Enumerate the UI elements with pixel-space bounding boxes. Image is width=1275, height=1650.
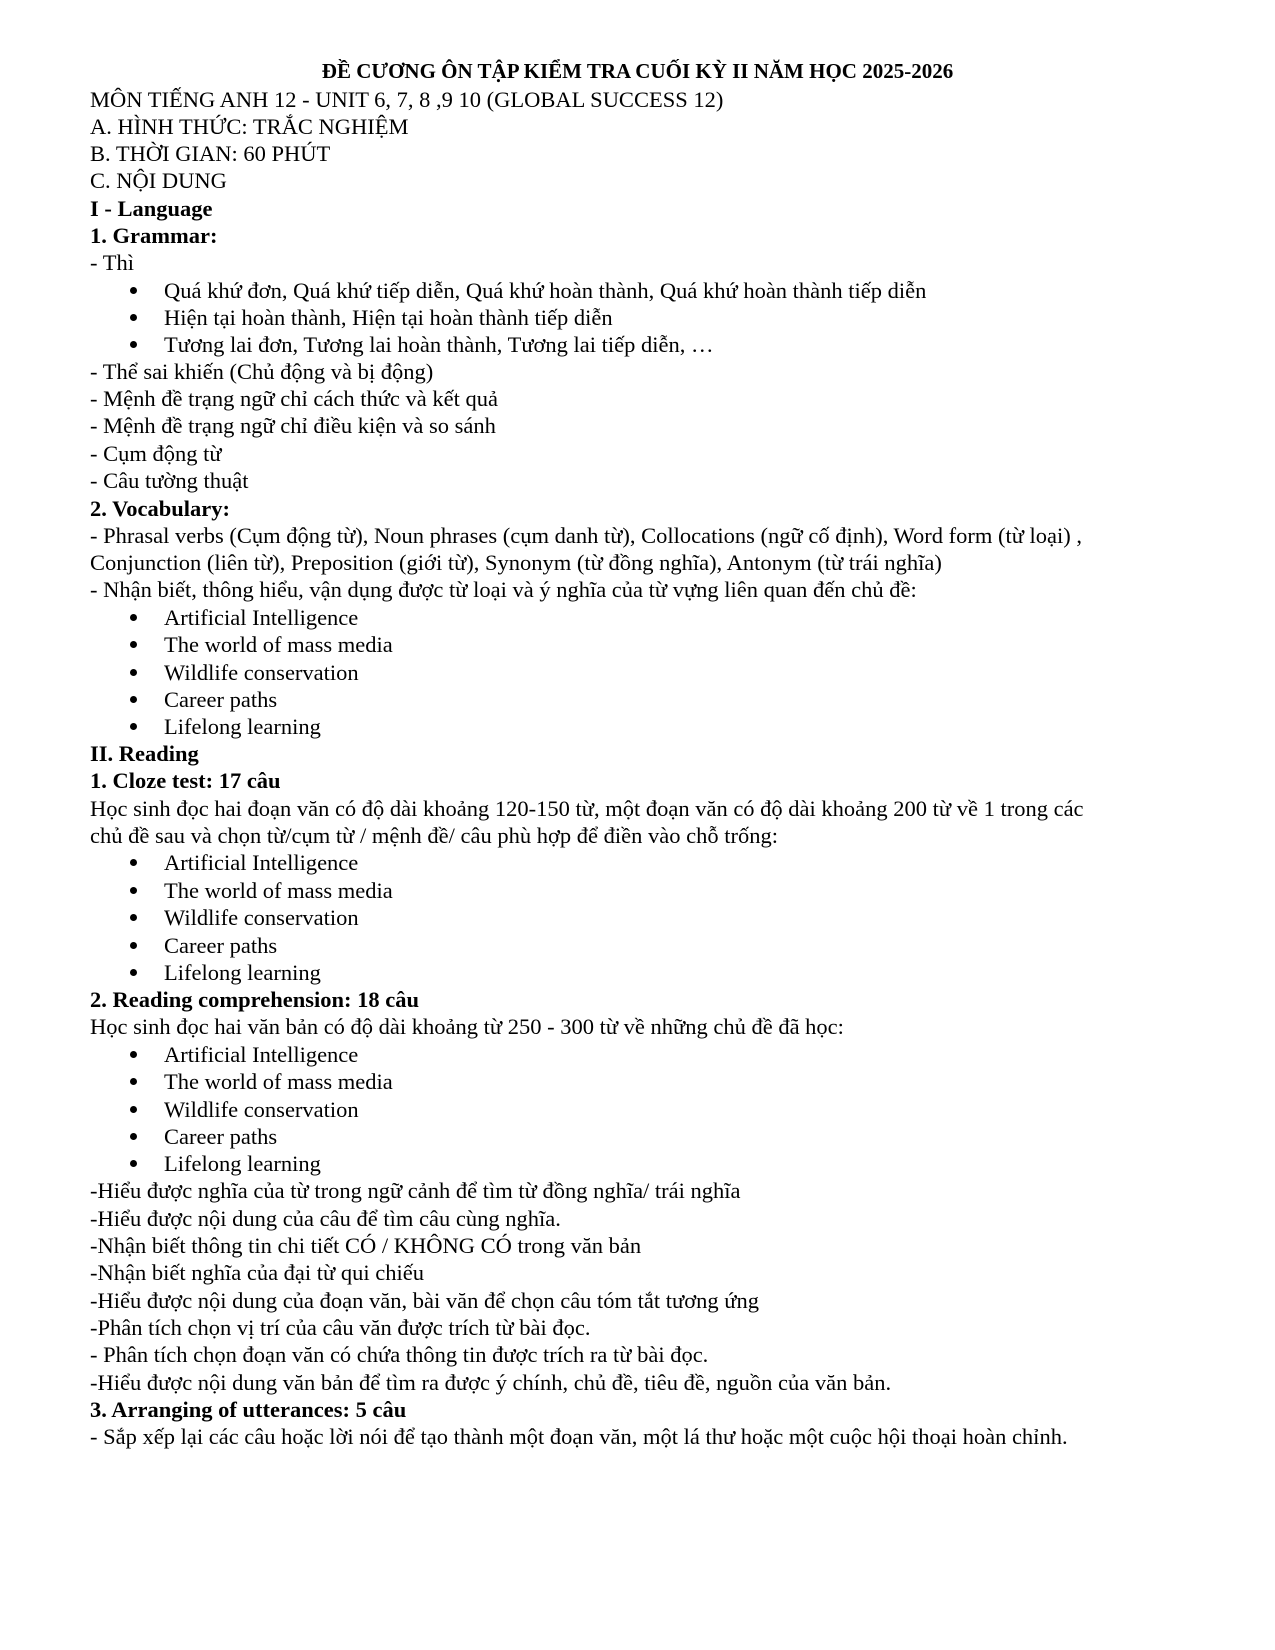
document-title: ĐỀ CƯƠNG ÔN TẬP KIỂM TRA CUỐI KỲ II NĂM HỌC 2025-2026 — [321, 59, 954, 83]
skill-line: - Phân tích chọn đoạn văn có chứa thông tin được trích ra từ bài đọc. — [90, 1342, 709, 1367]
bullet-icon — [130, 314, 137, 321]
vocabulary-line: - Phrasal verbs (Cụm động từ), Noun phrases (cụm danh từ), Collocations (ngữ cố định), Word form (từ loại) , — [90, 523, 1082, 548]
list-item: Hiện tại hoàn thành, Hiện tại hoàn thành tiếp diễn — [164, 304, 613, 331]
content-line: C. NỘI DUNG — [90, 168, 227, 193]
bullet-icon — [130, 614, 137, 621]
grammar-item: - Mệnh đề trạng ngữ chỉ cách thức và kết quả — [90, 386, 498, 411]
list-item: Tương lai đơn, Tương lai hoàn thành, Tương lai tiếp diễn, … — [164, 331, 714, 358]
list-item: Lifelong learning — [164, 713, 321, 740]
list-item: The world of mass media — [164, 631, 393, 658]
vocabulary-line: Conjunction (liên từ), Preposition (giới từ), Synonym (từ đồng nghĩa), Antonym (từ trái nghĩa) — [90, 550, 942, 575]
grammar-heading: 1. Grammar: — [90, 223, 218, 248]
bullet-icon — [130, 859, 137, 866]
list-item: Career paths — [164, 1123, 277, 1150]
list-item: Artificial Intelligence — [164, 849, 358, 876]
bullet-icon — [130, 696, 137, 703]
list-item: Artificial Intelligence — [164, 604, 358, 631]
list-item: Artificial Intelligence — [164, 1041, 358, 1068]
bullet-icon — [130, 287, 137, 294]
skill-line: -Nhận biết thông tin chi tiết CÓ / KHÔNG CÓ trong văn bản — [90, 1233, 642, 1258]
tense-label: - Thì — [90, 250, 134, 275]
bullet-icon — [130, 1051, 137, 1058]
section-heading-language: I - Language — [90, 196, 213, 221]
bullet-icon — [130, 969, 137, 976]
subject-line: MÔN TIẾNG ANH 12 - UNIT 6, 7, 8 ,9 10 (GLOBAL SUCCESS 12) — [90, 87, 724, 112]
list-item: Wildlife conservation — [164, 1096, 359, 1123]
list-item: Career paths — [164, 932, 277, 959]
bullet-icon — [130, 1078, 137, 1085]
vocabulary-line: - Nhận biết, thông hiểu, vận dụng được từ loại và ý nghĩa của từ vựng liên quan đến chủ đề: — [90, 577, 917, 602]
grammar-item: - Cụm động từ — [90, 441, 222, 466]
bullet-icon — [130, 914, 137, 921]
list-item: The world of mass media — [164, 877, 393, 904]
bullet-icon — [130, 669, 137, 676]
comprehension-intro: Học sinh đọc hai văn bản có độ dài khoảng từ 250 - 300 từ về những chủ đề đã học: — [90, 1014, 844, 1039]
list-item: Lifelong learning — [164, 1150, 321, 1177]
list-item: Wildlife conservation — [164, 904, 359, 931]
section-heading-reading: II. Reading — [90, 741, 199, 766]
time-line: B. THỜI GIAN: 60 PHÚT — [90, 141, 331, 166]
list-item: Wildlife conservation — [164, 659, 359, 686]
cloze-line: Học sinh đọc hai đoạn văn có độ dài khoảng 120-150 từ, một đoạn văn có độ dài khoảng 200 từ về 1 trong các — [90, 796, 1084, 821]
skill-line: -Nhận biết nghĩa của đại từ qui chiếu — [90, 1260, 424, 1285]
list-item: The world of mass media — [164, 1068, 393, 1095]
skill-line: -Phân tích chọn vị trí của câu văn được trích từ bài đọc. — [90, 1315, 591, 1340]
list-item: Quá khứ đơn, Quá khứ tiếp diễn, Quá khứ hoàn thành, Quá khứ hoàn thành tiếp diễn — [164, 277, 926, 304]
skill-line: -Hiểu được nghĩa của từ trong ngữ cảnh để tìm từ đồng nghĩa/ trái nghĩa — [90, 1178, 741, 1203]
cloze-line: chủ đề sau và chọn từ/cụm từ / mệnh đề/ câu phù hợp để điền vào chỗ trống: — [90, 823, 778, 848]
comprehension-heading: 2. Reading comprehension: 18 câu — [90, 987, 419, 1012]
bullet-icon — [130, 641, 137, 648]
grammar-item: - Mệnh đề trạng ngữ chỉ điều kiện và so sánh — [90, 413, 496, 438]
bullet-icon — [130, 942, 137, 949]
arranging-line: - Sắp xếp lại các câu hoặc lời nói để tạo thành một đoạn văn, một lá thư hoặc một cuộc hội thoại hoàn chỉnh. — [90, 1424, 1068, 1449]
bullet-icon — [130, 341, 137, 348]
bullet-icon — [130, 1160, 137, 1167]
list-item: Career paths — [164, 686, 277, 713]
skill-line: -Hiểu được nội dung của câu để tìm câu cùng nghĩa. — [90, 1206, 561, 1231]
grammar-item: - Thể sai khiến (Chủ động và bị động) — [90, 359, 434, 384]
vocabulary-heading: 2. Vocabulary: — [90, 496, 231, 521]
list-item: Lifelong learning — [164, 959, 321, 986]
grammar-item: - Câu tường thuật — [90, 468, 249, 493]
form-line: A. HÌNH THỨC: TRẮC NGHIỆM — [90, 114, 409, 139]
bullet-icon — [130, 723, 137, 730]
skill-line: -Hiểu được nội dung văn bản để tìm ra được ý chính, chủ đề, tiêu đề, nguồn của văn bản. — [90, 1370, 892, 1395]
bullet-icon — [130, 1106, 137, 1113]
skill-line: -Hiểu được nội dung của đoạn văn, bài văn để chọn câu tóm tắt tương ứng — [90, 1288, 759, 1313]
bullet-icon — [130, 1133, 137, 1140]
cloze-heading: 1. Cloze test: 17 câu — [90, 768, 281, 793]
arranging-heading: 3. Arranging of utterances: 5 câu — [90, 1397, 407, 1422]
bullet-icon — [130, 887, 137, 894]
